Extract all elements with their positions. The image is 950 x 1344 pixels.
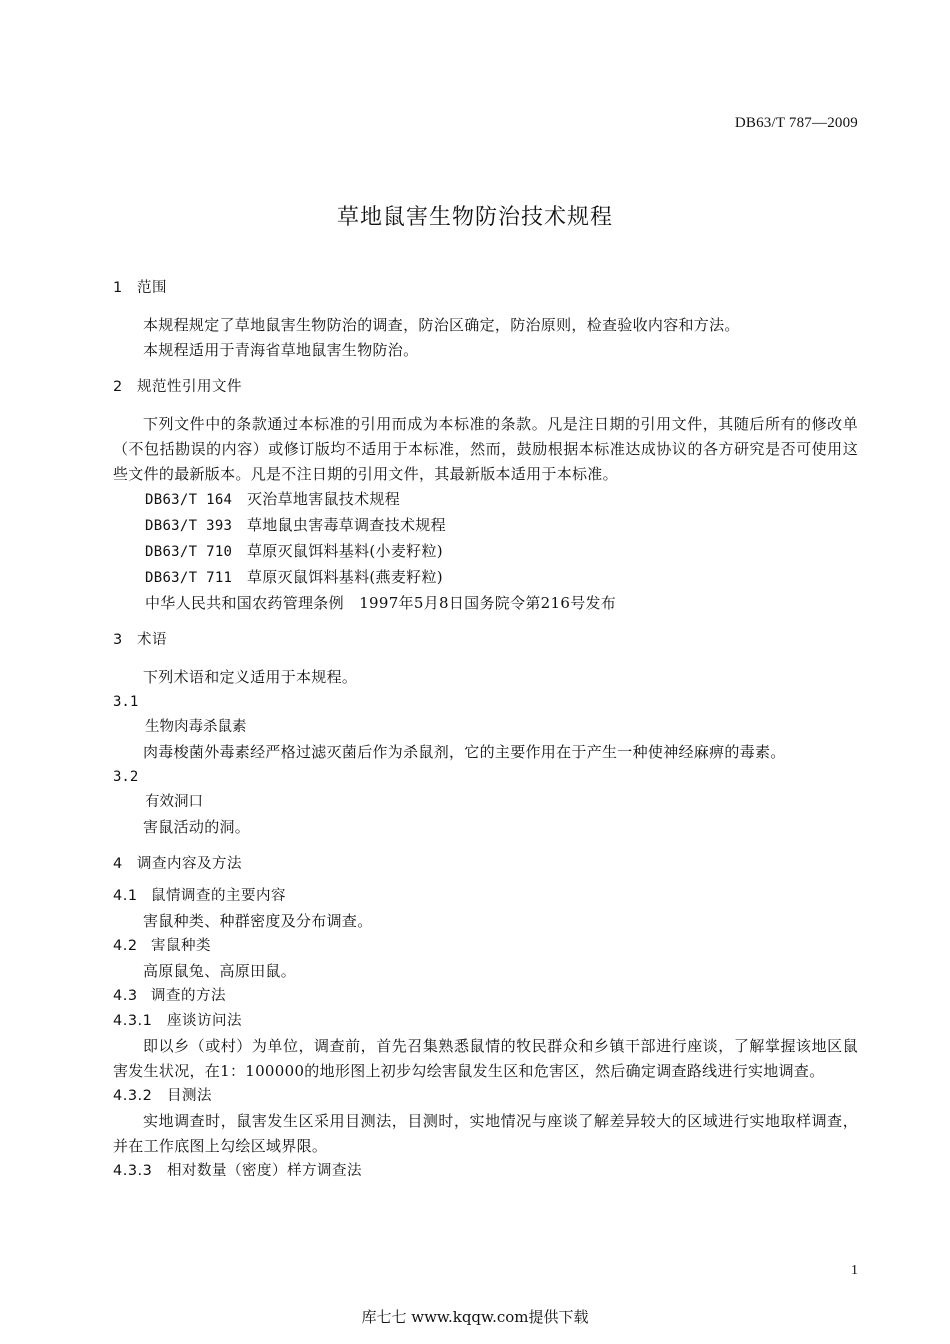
section-4-3-heading: 4.3 调查的方法 <box>113 988 226 1004</box>
page-number: 1 <box>851 1263 858 1278</box>
section-4-3-3-heading: 4.3.3 相对数量（密度）样方调查法 <box>113 1163 362 1179</box>
section-4-heading: 4 调查内容及方法 <box>113 856 242 872</box>
document-body <box>113 276 858 1184</box>
term-definition: 害鼠活动的洞。 <box>143 818 251 836</box>
reference-item: DB63/T 393 草地鼠虫害毒草调查技术规程 <box>145 516 446 534</box>
section-4-1-heading: 4.1 鼠情调查的主要内容 <box>113 888 286 904</box>
section-3-heading: 3 术语 <box>113 632 167 648</box>
paragraph: 实地调查时，鼠害发生区采用目测法，目测时，实地情况与座谈了解差异较大的区域进行实地取样调查，并在工作底图上勾绘区域界限。 <box>113 1112 858 1155</box>
paragraph: 高原鼠兔、高原田鼠。 <box>143 962 297 980</box>
paragraph: 本规程规定了草地鼠害生物防治的调查，防治区确定，防治原则，检查验收内容和方法。 <box>143 316 740 334</box>
reference-item: DB63/T 164 灭治草地害鼠技术规程 <box>145 490 401 508</box>
paragraph: 即以乡（或村）为单位，调查前，首先召集熟悉鼠情的牧民群众和乡镇干部进行座谈，了解掌握该地区鼠害发生状况，在1：100000的地形图上初步勾绘害鼠发生区和危害区，然后确定调查路线进行实地调查。 <box>113 1037 858 1080</box>
term-number: 3.2 <box>113 769 139 785</box>
term-name: 生物肉毒杀鼠素 <box>145 719 247 735</box>
download-footer: 库七七 www.kqqw.com提供下载 <box>361 1308 589 1326</box>
term-definition: 肉毒梭菌外毒素经严格过滤灭菌后作为杀鼠剂，它的主要作用在于产生一种使神经麻痹的毒素。 <box>143 743 786 761</box>
term-number: 3.1 <box>113 694 139 710</box>
standard-code: DB63/T 787—2009 <box>734 115 858 131</box>
section-2-heading: 2 规范性引用文件 <box>113 379 242 395</box>
section-4-3-1-heading: 4.3.1 座谈访问法 <box>113 1013 242 1029</box>
paragraph: 本规程适用于青海省草地鼠害生物防治。 <box>143 341 419 359</box>
term-name: 有效洞口 <box>145 794 203 810</box>
paragraph: 害鼠种类、种群密度及分布调查。 <box>143 912 373 930</box>
reference-item: 中华人民共和国农药管理条例 1997年5月8日国务院令第216号发布 <box>145 594 617 612</box>
section-1-heading: 1 范围 <box>113 280 167 296</box>
reference-item: DB63/T 710 草原灭鼠饵料基料(小麦籽粒) <box>145 542 443 560</box>
section-4-2-heading: 4.2 害鼠种类 <box>113 938 211 954</box>
paragraph: 下列术语和定义适用于本规程。 <box>143 668 358 686</box>
paragraph: 下列文件中的条款通过本标准的引用而成为本标准的条款。凡是注日期的引用文件，其随后所有的修改单（不包括勘误的内容）或修订版均不适用于本标准，然而，鼓励根据本标准达成协议的各方研究是否可使用这些文件的最新版本。凡是不注日期的引用文件，其最新版本适用于本标准。 <box>113 415 858 483</box>
reference-item: DB63/T 711 草原灭鼠饵料基料(燕麦籽粒) <box>145 568 443 586</box>
document-title: 草地鼠害生物防治技术规程 <box>336 205 613 230</box>
section-4-3-2-heading: 4.3.2 目测法 <box>113 1088 212 1104</box>
